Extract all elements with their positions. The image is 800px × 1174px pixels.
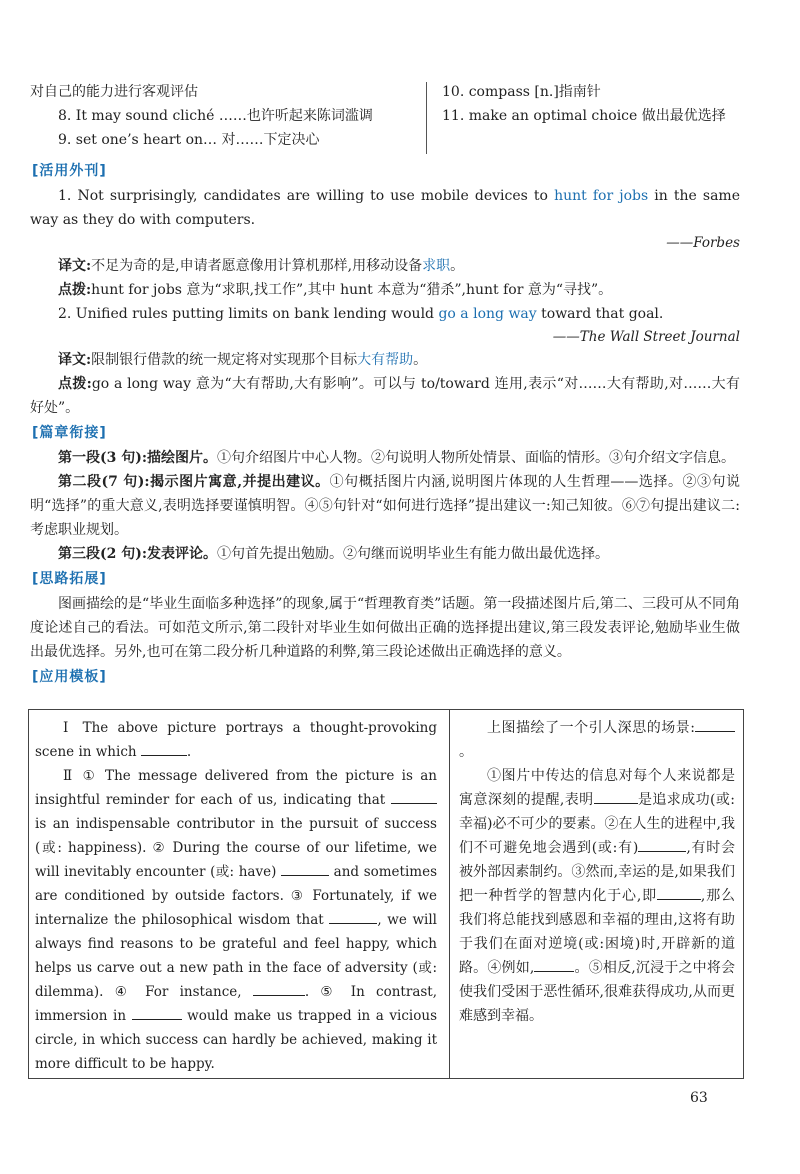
- fill-blank[interactable]: [132, 1005, 182, 1020]
- highlight-phrase: go a long way: [438, 306, 537, 322]
- fill-blank[interactable]: [281, 861, 329, 876]
- page-content: [30, 80, 740, 690]
- vocab-item: 11. make an optimal choice 做出最优选择: [442, 108, 726, 124]
- fill-blank[interactable]: [695, 717, 735, 732]
- fill-blank[interactable]: [594, 789, 638, 804]
- template-en-para-2: Ⅱ ① The message delivered from the picture is an insightful reminder for each of us, indicating that is an indispensable contributor in the pursuit of success (或: happiness). ② During the course of our lifetime, we will inevitably encounter (或: have) and sometimes are conditioned by outside factors. ③ Fortunately, if we internalize the philosophical wisdom that , we will always find reasons to be grateful and feel happy, which helps us carve out a new path in the face of adversity (或: dilemma). ④ For instance, . ⑤ In contrast, immersion in would make us trapped in a vicious circle, in which success can hardly be achieved, making it more difficult to be happy.: [35, 768, 438, 1072]
- vocab-left: [30, 80, 400, 152]
- paragraph-2-summary: 第二段(7 句):揭示图片寓意,并提出建议。①句概括图片内涵,说明图片体现的人生哲理——选择。②③句说明“选择”的重大意义,表明选择要谨慎明智。④⑤句针对“如何进行选择”提出建议一:知己知彼。⑥⑦句提出建议二:考虑职业规划。: [30, 474, 740, 538]
- example-2-note: 点拨:go a long way 意为“大有帮助,大有影响”。可以与 to/toward 连用,表示“对……大有帮助,对……大有好处”。: [30, 376, 740, 416]
- page-number: 63: [690, 1090, 708, 1106]
- vocab-divider: [426, 82, 427, 154]
- vocab-item: 8. It may sound cliché ……也许听起来陈词滥调: [58, 108, 373, 124]
- example-2-sentence: 2. Unified rules putting limits on bank lending would go a long way toward that goal.: [58, 306, 664, 322]
- template-en-para-1: Ⅰ The above picture portrays a thought-provoking scene in which .: [35, 720, 437, 760]
- highlight-phrase: hunt for jobs: [554, 188, 649, 204]
- paragraph-3-summary: 第三段(2 句):发表评论。①句首先提出勉励。②句继而说明毕业生有能力做出最优选择。: [58, 546, 610, 562]
- vocab-right: [442, 80, 742, 128]
- example-1-source: ——Forbes: [666, 235, 740, 251]
- example-1-sentence: 1. Not surprisingly, candidates are willing to use mobile devices to hunt for jobs in the same way as they do with computers.: [30, 188, 740, 228]
- section-title-yingyong: [应用模板]: [32, 669, 107, 685]
- silu-text: 图画描绘的是“毕业生面临多种选择”的现象,属于“哲理教育类”话题。第一段描述图片后,第二、三段可从不同角度论述自己的看法。可如范文所示,第二段针对毕业生如何做出正确的选择提出建议,第三段发表评论,勉励毕业生做出最优选择。另外,也可在第二段分析几种道路的利弊,第三段论述做出正确选择的意义。: [30, 596, 740, 660]
- template-cn-para-1: 上图描绘了一个引人深思的场景:。: [459, 716, 735, 764]
- highlight-translation: 求职: [422, 258, 451, 274]
- fill-blank[interactable]: [534, 957, 574, 972]
- fill-blank[interactable]: [253, 981, 305, 996]
- section-title-pianzhang: [篇章衔接]: [32, 425, 107, 441]
- vocab-item: 对自己的能力进行客观评估: [30, 84, 198, 100]
- example-1-translation: 译文:不足为奇的是,申请者愿意像用计算机那样,用移动设备求职。: [58, 258, 465, 274]
- template-chinese: [459, 716, 735, 1028]
- highlight-translation: 大有帮助: [357, 352, 414, 368]
- fill-blank[interactable]: [638, 837, 686, 852]
- vocab-block: [30, 80, 740, 158]
- fill-blank[interactable]: [657, 885, 701, 900]
- template-box: [28, 709, 744, 1079]
- example-2-source: ——The Wall Street Journal: [552, 329, 740, 345]
- paragraph-1-summary: 第一段(3 句):描绘图片。①句介绍图片中心人物。②句说明人物所处情景、面临的情形。③句介绍文字信息。: [58, 450, 736, 466]
- example-2-translation: 译文:限制银行借款的统一规定将对实现那个目标大有帮助。: [58, 352, 428, 368]
- template-cn-para-2: ①图片中传达的信息对每个人来说都是寓意深刻的提醒,表明 是追求成功(或:幸福)必不可少的要素。②在人生的进程中,我们不可避免地会遇到(或:有) ,有时会被外部因素制约。③然而,幸运的是,如果我们把一种哲学的智慧内化于心,即 ,那么我们将总能找到感恩和幸福的理由,这将有助于我们在面对逆境(或:困境)时,开辟新的道路。④例如, 。⑤相反,沉浸于之中将会使我们受困于恶性循环,很难获得成功,从而更难感到幸福。: [459, 768, 736, 1024]
- section-title-waikan: [活用外刊]: [32, 163, 107, 179]
- fill-blank[interactable]: [141, 741, 187, 756]
- fill-blank[interactable]: [329, 909, 377, 924]
- template-english: [35, 716, 437, 1076]
- vocab-item: 10. compass [n.]指南针: [442, 84, 601, 100]
- fill-blank[interactable]: [391, 789, 437, 804]
- example-1-note: 点拨:hunt for jobs 意为“求职,找工作”,其中 hunt 本意为“猎杀”,hunt for 意为“寻找”。: [58, 282, 613, 298]
- template-divider: [449, 710, 450, 1078]
- section-title-silu: [思路拓展]: [32, 571, 107, 587]
- vocab-item: 9. set one’s heart on… 对……下定决心: [58, 132, 320, 148]
